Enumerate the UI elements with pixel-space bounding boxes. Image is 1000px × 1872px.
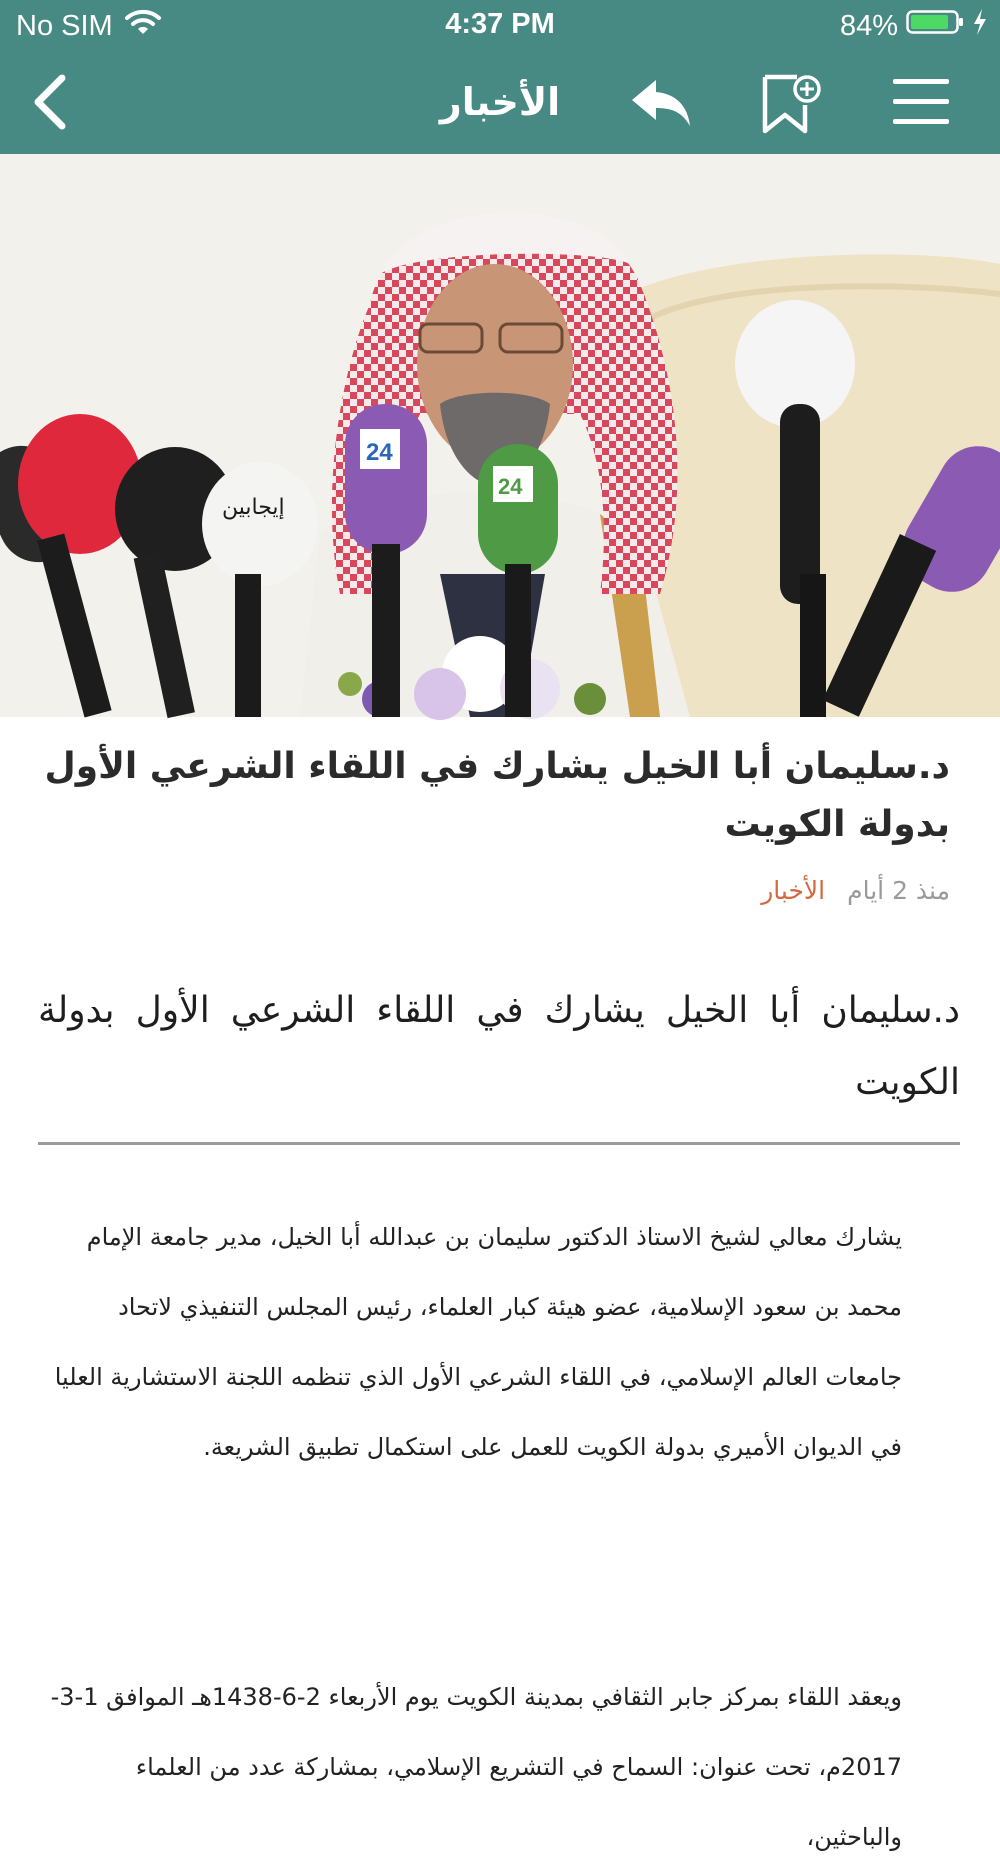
article-body-title: د.سليمان أبا الخيل يشارك في اللقاء الشرعي الأول بدولة الكويت	[38, 990, 960, 1103]
mic-channel-label: إيجابين	[222, 495, 285, 520]
article-paragraph: ويعقد اللقاء بمركز جابر الثقافي بمدينة الكويت يوم الأربعاء 2-6-1438هـ الموافق 1-3-2017م، تحت عنوان: السماح في التشريع الإسلامي، بمشاركة عدد من العلماء والباحثين،	[50, 1683, 902, 1851]
reply-arrow-icon	[630, 78, 692, 128]
article-category[interactable]: الأخبار	[761, 876, 826, 905]
hamburger-menu-icon	[891, 76, 951, 128]
article-title: د.سليمان أبا الخيل يشارك في اللقاء الشرعي الأول بدولة الكويت	[44, 746, 950, 845]
status-right	[840, 8, 988, 44]
chevron-left-icon	[30, 74, 70, 130]
menu-button[interactable]	[888, 74, 954, 130]
page-title: الأخبار	[439, 80, 561, 124]
bookmark-add-icon	[761, 71, 821, 135]
article-header	[40, 738, 950, 905]
divider	[38, 1142, 960, 1145]
battery-percent: 84%	[839, 9, 898, 42]
article-meta	[40, 876, 950, 905]
share-button[interactable]	[627, 74, 695, 132]
article-paragraph: يشارك معالي لشيخ الاستاذ الدكتور سليمان بن عبدالله أبا الخيل، مدير جامعة الإمام محمد بن سعود الإسلامية، عضو هيئة كبار العلماء، رئيس المجلس التنفيذي لاتحاد جامعات العالم الإسلامي، في اللقاء الشرعي الأول الذي تنظمه اللجنة الاستشارية العليا في الديوان الأميري بدولة الكويت للعمل على استكمال تطبيق الشريعة.	[54, 1223, 902, 1461]
bolt-icon	[972, 8, 988, 44]
battery-icon	[906, 8, 964, 44]
mic-24-sport-label: 24	[498, 474, 523, 499]
mic-24-label: 24	[366, 439, 393, 466]
status-bar	[0, 0, 1000, 50]
back-button[interactable]	[22, 74, 78, 130]
carrier-label: No SIM	[16, 9, 113, 42]
status-time: 4:37 PM	[445, 8, 555, 40]
article-time: منذ 2 أيام	[847, 876, 950, 905]
press-conference-photo	[0, 154, 1000, 717]
navigation-bar	[0, 50, 1000, 154]
article-hero-image[interactable]	[0, 154, 1000, 717]
bookmark-button[interactable]	[758, 70, 824, 136]
